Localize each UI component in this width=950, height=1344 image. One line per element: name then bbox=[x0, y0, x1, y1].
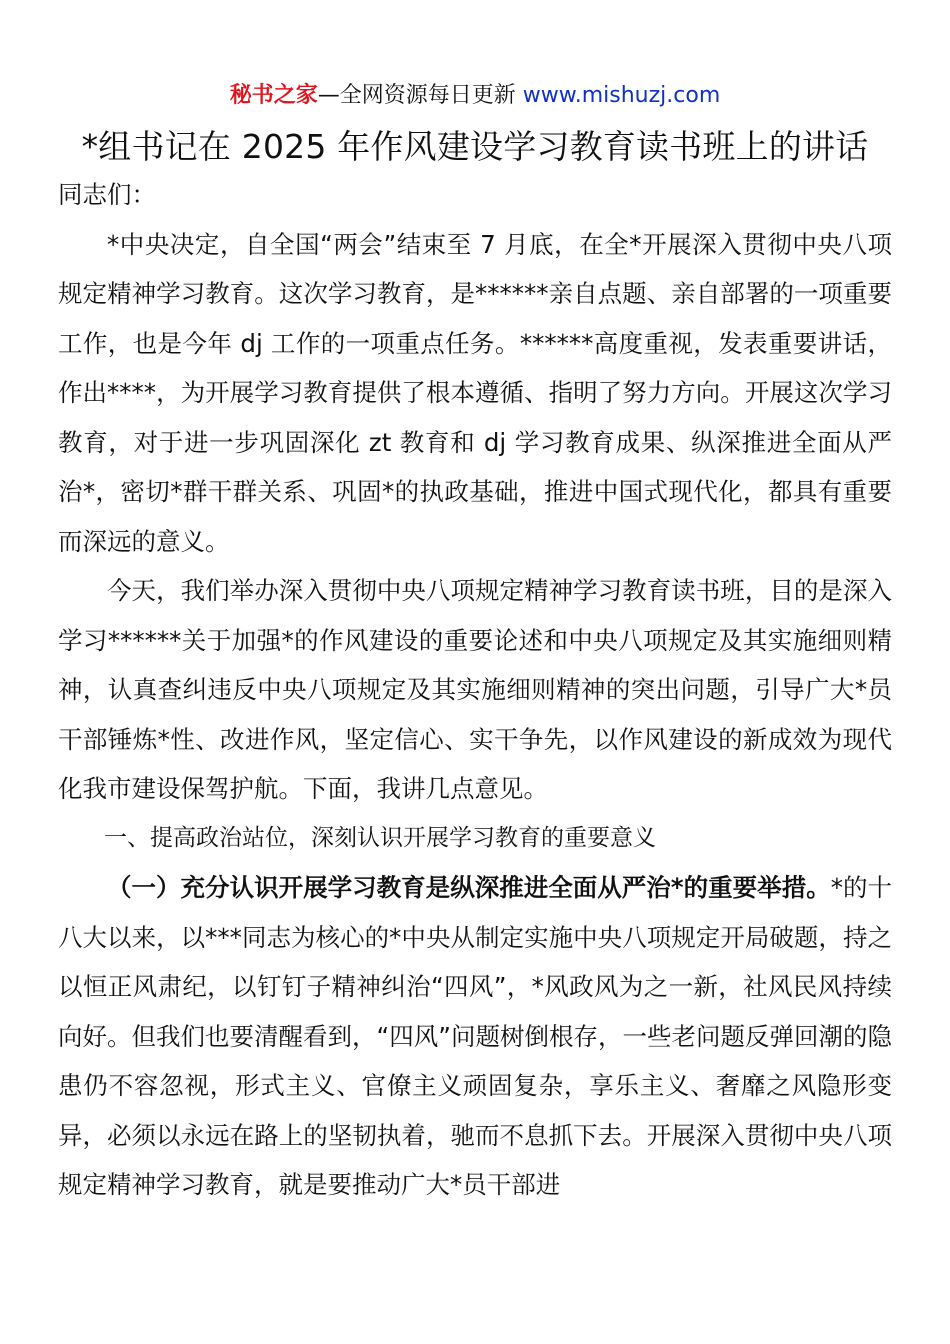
document-body bbox=[58, 170, 892, 1210]
banner-brand: 秘书之家 bbox=[229, 83, 318, 108]
subsection-heading: （一）充分认识开展学习教育是纵深推进全面从严治*的重要举措。 bbox=[107, 873, 831, 902]
paragraph-1: *中央决定，自全国“两会”结束至 7 月底，在全*开展深入贯彻中央八项规定精神学习教育。这次学习教育，是******亲自点题、亲自部署的一项重要工作，也是今年 dj 工作的一项重点任务。******高度重视，发表重要讲话，作出****，为开展学习教育提供了根本遵循、指明了努力方向。开展这次学习教育，对于进一步巩固深化 zt 教育和 dj 学习教育成果、纵深推进全面从严治*，密切*群干群关系、巩固*的执政基础，推进中国式现代化，都具有重要而深远的意义。 bbox=[58, 229, 892, 556]
document-title: *组书记在 2025 年作风建设学习教育读书班上的讲话 bbox=[81, 127, 869, 166]
section-heading: 一、提高政治站位，深刻认识开展学习教育的重要意义 bbox=[104, 824, 656, 851]
banner-tagline: —全网资源每日更新 bbox=[317, 83, 523, 108]
banner-url-link[interactable]: www.mishuzj.com bbox=[522, 83, 721, 108]
paragraph-2: 今天，我们举办深入贯彻中央八项规定精神学习教育读书班，目的是深入学习******关于加强*的作风建设的重要论述和中央八项规定及其实施细则精神，认真查纠违反中央八项规定及其实施细则精神的突出问题，引导广大*员干部锤炼*性、改进作风，坚定信心、实干争先，以作风建设的新成效为现代化我市建设保驾护航。下面，我讲几点意见。 bbox=[58, 576, 892, 803]
salutation: 同志们： bbox=[58, 180, 156, 209]
site-banner bbox=[0, 80, 950, 112]
subsection-paragraph bbox=[58, 863, 892, 1210]
subsection-text: *的十八大以来，以***同志为核心的*中央从制定实施中央八项规定开局破题，持之以恒正风肃纪，以钉钉子精神纠治“四风”，*风政风为之一新，社风民风持续向好。但我们也要清醒看到，“四风”问题树倒根存，一些老问题反弹回潮的隐患仍不容忽视，形式主义、官僚主义顽固复杂，享乐主义、奢靡之风隐形变异，必须以永远在路上的坚韧执着，驰而不息抓下去。开展深入贯彻中央八项规定精神学习教育，就是要推动广大*员干部进 bbox=[58, 873, 893, 1199]
